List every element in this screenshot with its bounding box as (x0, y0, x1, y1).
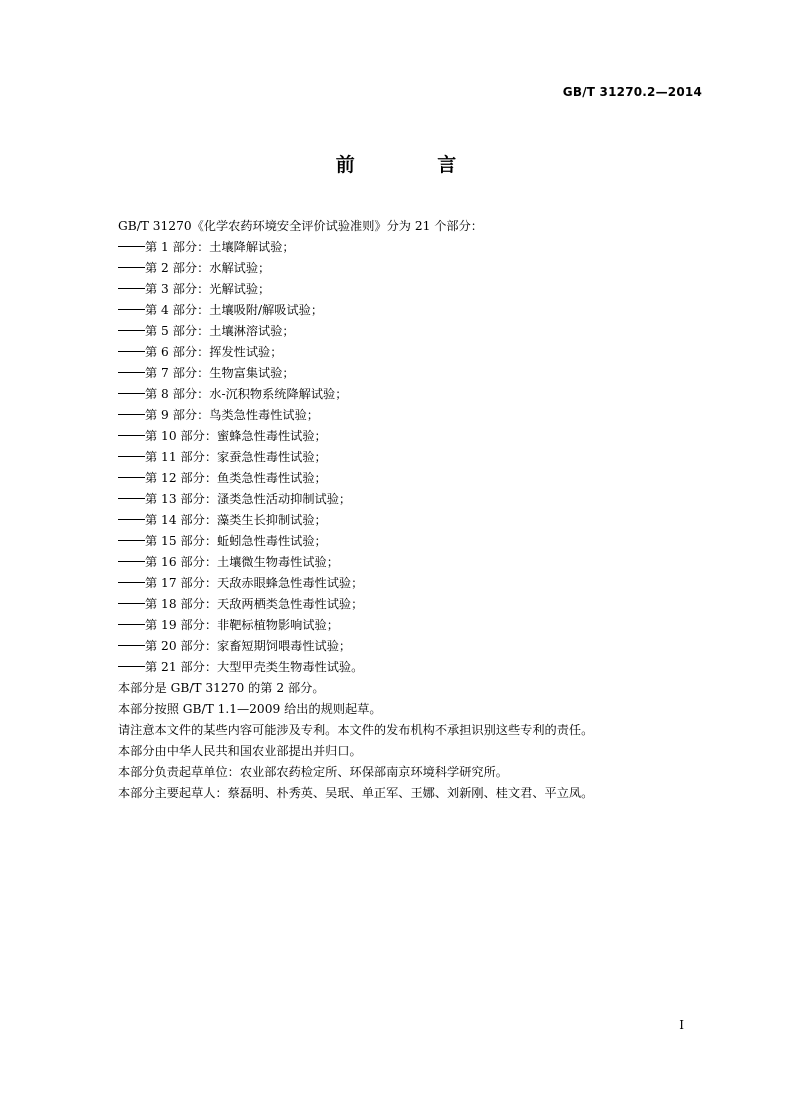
paragraph: 请注意本文件的某些内容可能涉及专利。本文件的发布机构不承担识别这些专利的责任。 (118, 723, 594, 737)
em-dash-marker (118, 666, 145, 668)
page-number: I (679, 1018, 684, 1032)
intro-line: GB/T 31270《化学农药环境安全评价试验准则》分为 21 个部分： (118, 219, 483, 233)
part-item (118, 468, 718, 489)
part-item (118, 531, 718, 552)
part-label: 第 17 部分：天敌赤眼蜂急性毒性试验； (145, 576, 364, 590)
part-item (118, 447, 718, 468)
em-dash-marker (118, 309, 145, 311)
em-dash-marker (118, 519, 145, 521)
em-dash-marker (118, 330, 145, 332)
part-label: 第 14 部分：藻类生长抑制试验； (145, 513, 327, 527)
part-label: 第 15 部分：蚯蚓急性毒性试验； (145, 534, 327, 548)
em-dash-marker (118, 561, 145, 563)
part-label: 第 8 部分：水-沉积物系统降解试验； (145, 387, 348, 401)
paragraph: 本部分按照 GB/T 1.1—2009 给出的规则起草。 (118, 702, 382, 716)
part-item (118, 279, 718, 300)
part-label: 第 19 部分：非靶标植物影响试验； (145, 618, 339, 632)
part-label: 第 4 部分：土壤吸附/解吸试验； (145, 303, 324, 317)
em-dash-marker (118, 435, 145, 437)
em-dash-marker (118, 456, 145, 458)
em-dash-marker (118, 498, 145, 500)
part-item (118, 321, 718, 342)
part-item (118, 657, 718, 678)
part-label: 第 11 部分：家蚕急性毒性试验； (145, 450, 327, 464)
em-dash-marker (118, 288, 145, 290)
em-dash-marker (118, 246, 145, 248)
part-item (118, 237, 718, 258)
part-item (118, 594, 718, 615)
document-body (118, 216, 718, 804)
part-label: 第 20 部分：家畜短期饲喂毒性试验； (145, 639, 352, 653)
em-dash-marker (118, 582, 145, 584)
em-dash-marker (118, 477, 145, 479)
paragraph: 本部分负责起草单位：农业部农药检定所、环保部南京环境科学研究所。 (118, 765, 508, 779)
em-dash-marker (118, 540, 145, 542)
part-label: 第 12 部分：鱼类急性毒性试验； (145, 471, 327, 485)
part-item (118, 552, 718, 573)
part-item (118, 615, 718, 636)
part-label: 第 6 部分：挥发性试验； (145, 345, 283, 359)
part-label: 第 5 部分：土壤淋溶试验； (145, 324, 295, 338)
part-label: 第 16 部分：土壤微生物毒性试验； (145, 555, 339, 569)
paragraph: 本部分由中华人民共和国农业部提出并归口。 (118, 744, 362, 758)
part-label: 第 7 部分：生物富集试验； (145, 366, 295, 380)
part-label: 第 3 部分：光解试验； (145, 282, 271, 296)
part-label: 第 21 部分：大型甲壳类生物毒性试验。 (145, 660, 364, 674)
part-label: 第 18 部分：天敌两栖类急性毒性试验； (145, 597, 364, 611)
em-dash-marker (118, 372, 145, 374)
paragraphs (118, 678, 718, 804)
em-dash-marker (118, 351, 145, 353)
em-dash-marker (118, 603, 145, 605)
part-item (118, 363, 718, 384)
paragraph: 本部分是 GB/T 31270 的第 2 部分。 (118, 681, 325, 695)
part-item (118, 489, 718, 510)
parts-list (118, 237, 718, 678)
em-dash-marker (118, 645, 145, 647)
part-item (118, 258, 718, 279)
part-label: 第 9 部分：鸟类急性毒性试验； (145, 408, 319, 422)
part-item (118, 384, 718, 405)
part-item (118, 342, 718, 363)
standard-number: GB/T 31270.2—2014 (562, 85, 702, 99)
em-dash-marker (118, 267, 145, 269)
part-item (118, 426, 718, 447)
part-item (118, 636, 718, 657)
part-item (118, 573, 718, 594)
page-title: 前 言 (335, 154, 495, 176)
part-item (118, 300, 718, 321)
part-label: 第 1 部分：土壤降解试验； (145, 240, 295, 254)
paragraph: 本部分主要起草人：蔡磊明、朴秀英、吴珉、单正军、王娜、刘新刚、桂文君、平立凤。 (118, 786, 594, 800)
part-label: 第 13 部分：溞类急性活动抑制试验； (145, 492, 352, 506)
part-item (118, 510, 718, 531)
part-label: 第 10 部分：蜜蜂急性毒性试验； (145, 429, 327, 443)
em-dash-marker (118, 624, 145, 626)
part-item (118, 405, 718, 426)
part-label: 第 2 部分：水解试验； (145, 261, 271, 275)
em-dash-marker (118, 393, 145, 395)
em-dash-marker (118, 414, 145, 416)
